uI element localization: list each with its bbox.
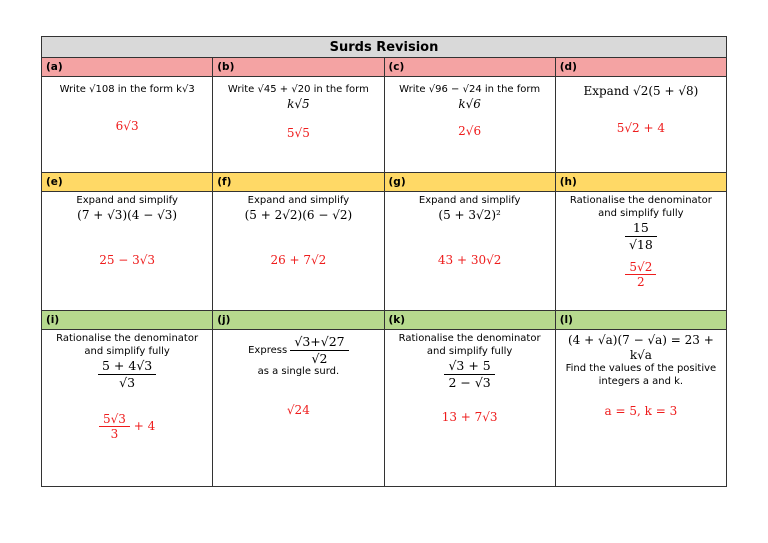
fraction-i bbox=[98, 358, 156, 390]
numerator-h: 15 bbox=[625, 220, 657, 237]
expression-e: (7 + √3)(4 − √3) bbox=[77, 207, 178, 222]
label-l: (l) bbox=[555, 311, 726, 330]
question-j-suffix: as a single surd. bbox=[257, 366, 340, 378]
cell-k bbox=[384, 330, 555, 487]
expression-g: (5 + 3√2)² bbox=[438, 207, 501, 222]
instruction-f: Expand and simplify bbox=[247, 195, 350, 206]
cell-e bbox=[42, 192, 213, 311]
cell-f bbox=[213, 192, 384, 311]
question-a: Write √108 in the form k√3 bbox=[59, 84, 195, 95]
cell-l bbox=[555, 330, 726, 487]
answer-h-numerator: 5√2 bbox=[625, 260, 656, 275]
answer-f: 26 + 7√2 bbox=[270, 252, 327, 267]
question-d: Expand √2(5 + √8) bbox=[583, 84, 699, 98]
equation-l: (4 + √a)(7 − √a) = 23 + k√a bbox=[567, 333, 714, 362]
denominator-j: √2 bbox=[311, 350, 328, 366]
cell-g bbox=[384, 192, 555, 311]
label-d: (d) bbox=[555, 58, 726, 77]
label-j: (j) bbox=[213, 311, 384, 330]
question-j-prefix: Express bbox=[248, 345, 288, 357]
answer-h bbox=[625, 260, 656, 289]
denominator-h: √18 bbox=[628, 236, 653, 252]
label-i: (i) bbox=[42, 311, 213, 330]
denominator-i: √3 bbox=[119, 374, 136, 390]
answer-h-denominator: 2 bbox=[637, 275, 645, 290]
instruction-i-line2: and simplify fully bbox=[84, 345, 170, 357]
question-c-line2: k√6 bbox=[458, 96, 481, 111]
cell-c bbox=[384, 77, 555, 173]
label-a: (a) bbox=[42, 58, 213, 77]
cell-a bbox=[42, 77, 213, 173]
numerator-j: √3+√27 bbox=[290, 334, 348, 351]
label-f: (f) bbox=[213, 173, 384, 192]
answer-c: 2√6 bbox=[458, 123, 482, 138]
answer-a: 6√3 bbox=[115, 118, 139, 133]
instruction-h-line1: Rationalise the denominator bbox=[569, 195, 712, 206]
label-g: (g) bbox=[384, 173, 555, 192]
answer-i-suffix: + 4 bbox=[133, 419, 156, 434]
denominator-k: 2 − √3 bbox=[448, 374, 491, 390]
answer-i-numerator: 5√3 bbox=[99, 412, 130, 427]
question-b-line1: Write √45 + √20 in the form bbox=[227, 84, 369, 95]
instruction-h-line2: and simplify fully bbox=[598, 207, 684, 219]
fraction-k bbox=[444, 358, 494, 390]
answer-b: 5√5 bbox=[286, 125, 310, 140]
cell-b bbox=[213, 77, 384, 173]
label-k: (k) bbox=[384, 311, 555, 330]
fraction-h bbox=[625, 220, 657, 252]
question-l-line1: Find the values of the positive bbox=[565, 363, 717, 374]
label-e: (e) bbox=[42, 173, 213, 192]
label-h: (h) bbox=[555, 173, 726, 192]
numerator-i: 5 + 4√3 bbox=[98, 358, 156, 375]
answer-i-fraction bbox=[99, 412, 130, 441]
cell-h bbox=[555, 192, 726, 311]
answer-i-denominator: 3 bbox=[110, 427, 119, 442]
question-c-line1: Write √96 − √24 in the form bbox=[399, 84, 541, 95]
answer-e: 25 − 3√3 bbox=[99, 252, 156, 267]
label-c: (c) bbox=[384, 58, 555, 77]
question-b-line2: k√5 bbox=[287, 96, 310, 111]
instruction-i-line1: Rationalise the denominator bbox=[56, 333, 199, 344]
numerator-k: √3 + 5 bbox=[444, 358, 494, 375]
answer-l: a = 5, k = 3 bbox=[604, 404, 678, 418]
question-l-line2: integers a and k. bbox=[598, 375, 684, 387]
answer-j: √24 bbox=[286, 402, 310, 417]
answer-g: 43 + 30√2 bbox=[437, 252, 502, 267]
fraction-j bbox=[290, 334, 348, 366]
instruction-k-line2: and simplify fully bbox=[426, 345, 513, 357]
cell-j bbox=[213, 330, 384, 487]
expression-f: (5 + 2√2)(6 − √2) bbox=[244, 207, 353, 222]
surds-revision-table bbox=[41, 36, 727, 487]
instruction-k-line1: Rationalise the denominator bbox=[398, 333, 541, 344]
cell-i bbox=[42, 330, 213, 487]
instruction-g: Expand and simplify bbox=[418, 195, 521, 206]
label-b: (b) bbox=[213, 58, 384, 77]
answer-d: 5√2 + 4 bbox=[616, 121, 665, 135]
instruction-e: Expand and simplify bbox=[76, 195, 178, 206]
cell-d bbox=[555, 77, 726, 173]
answer-k: 13 + 7√3 bbox=[441, 410, 498, 425]
worksheet-title: Surds Revision bbox=[42, 37, 727, 58]
